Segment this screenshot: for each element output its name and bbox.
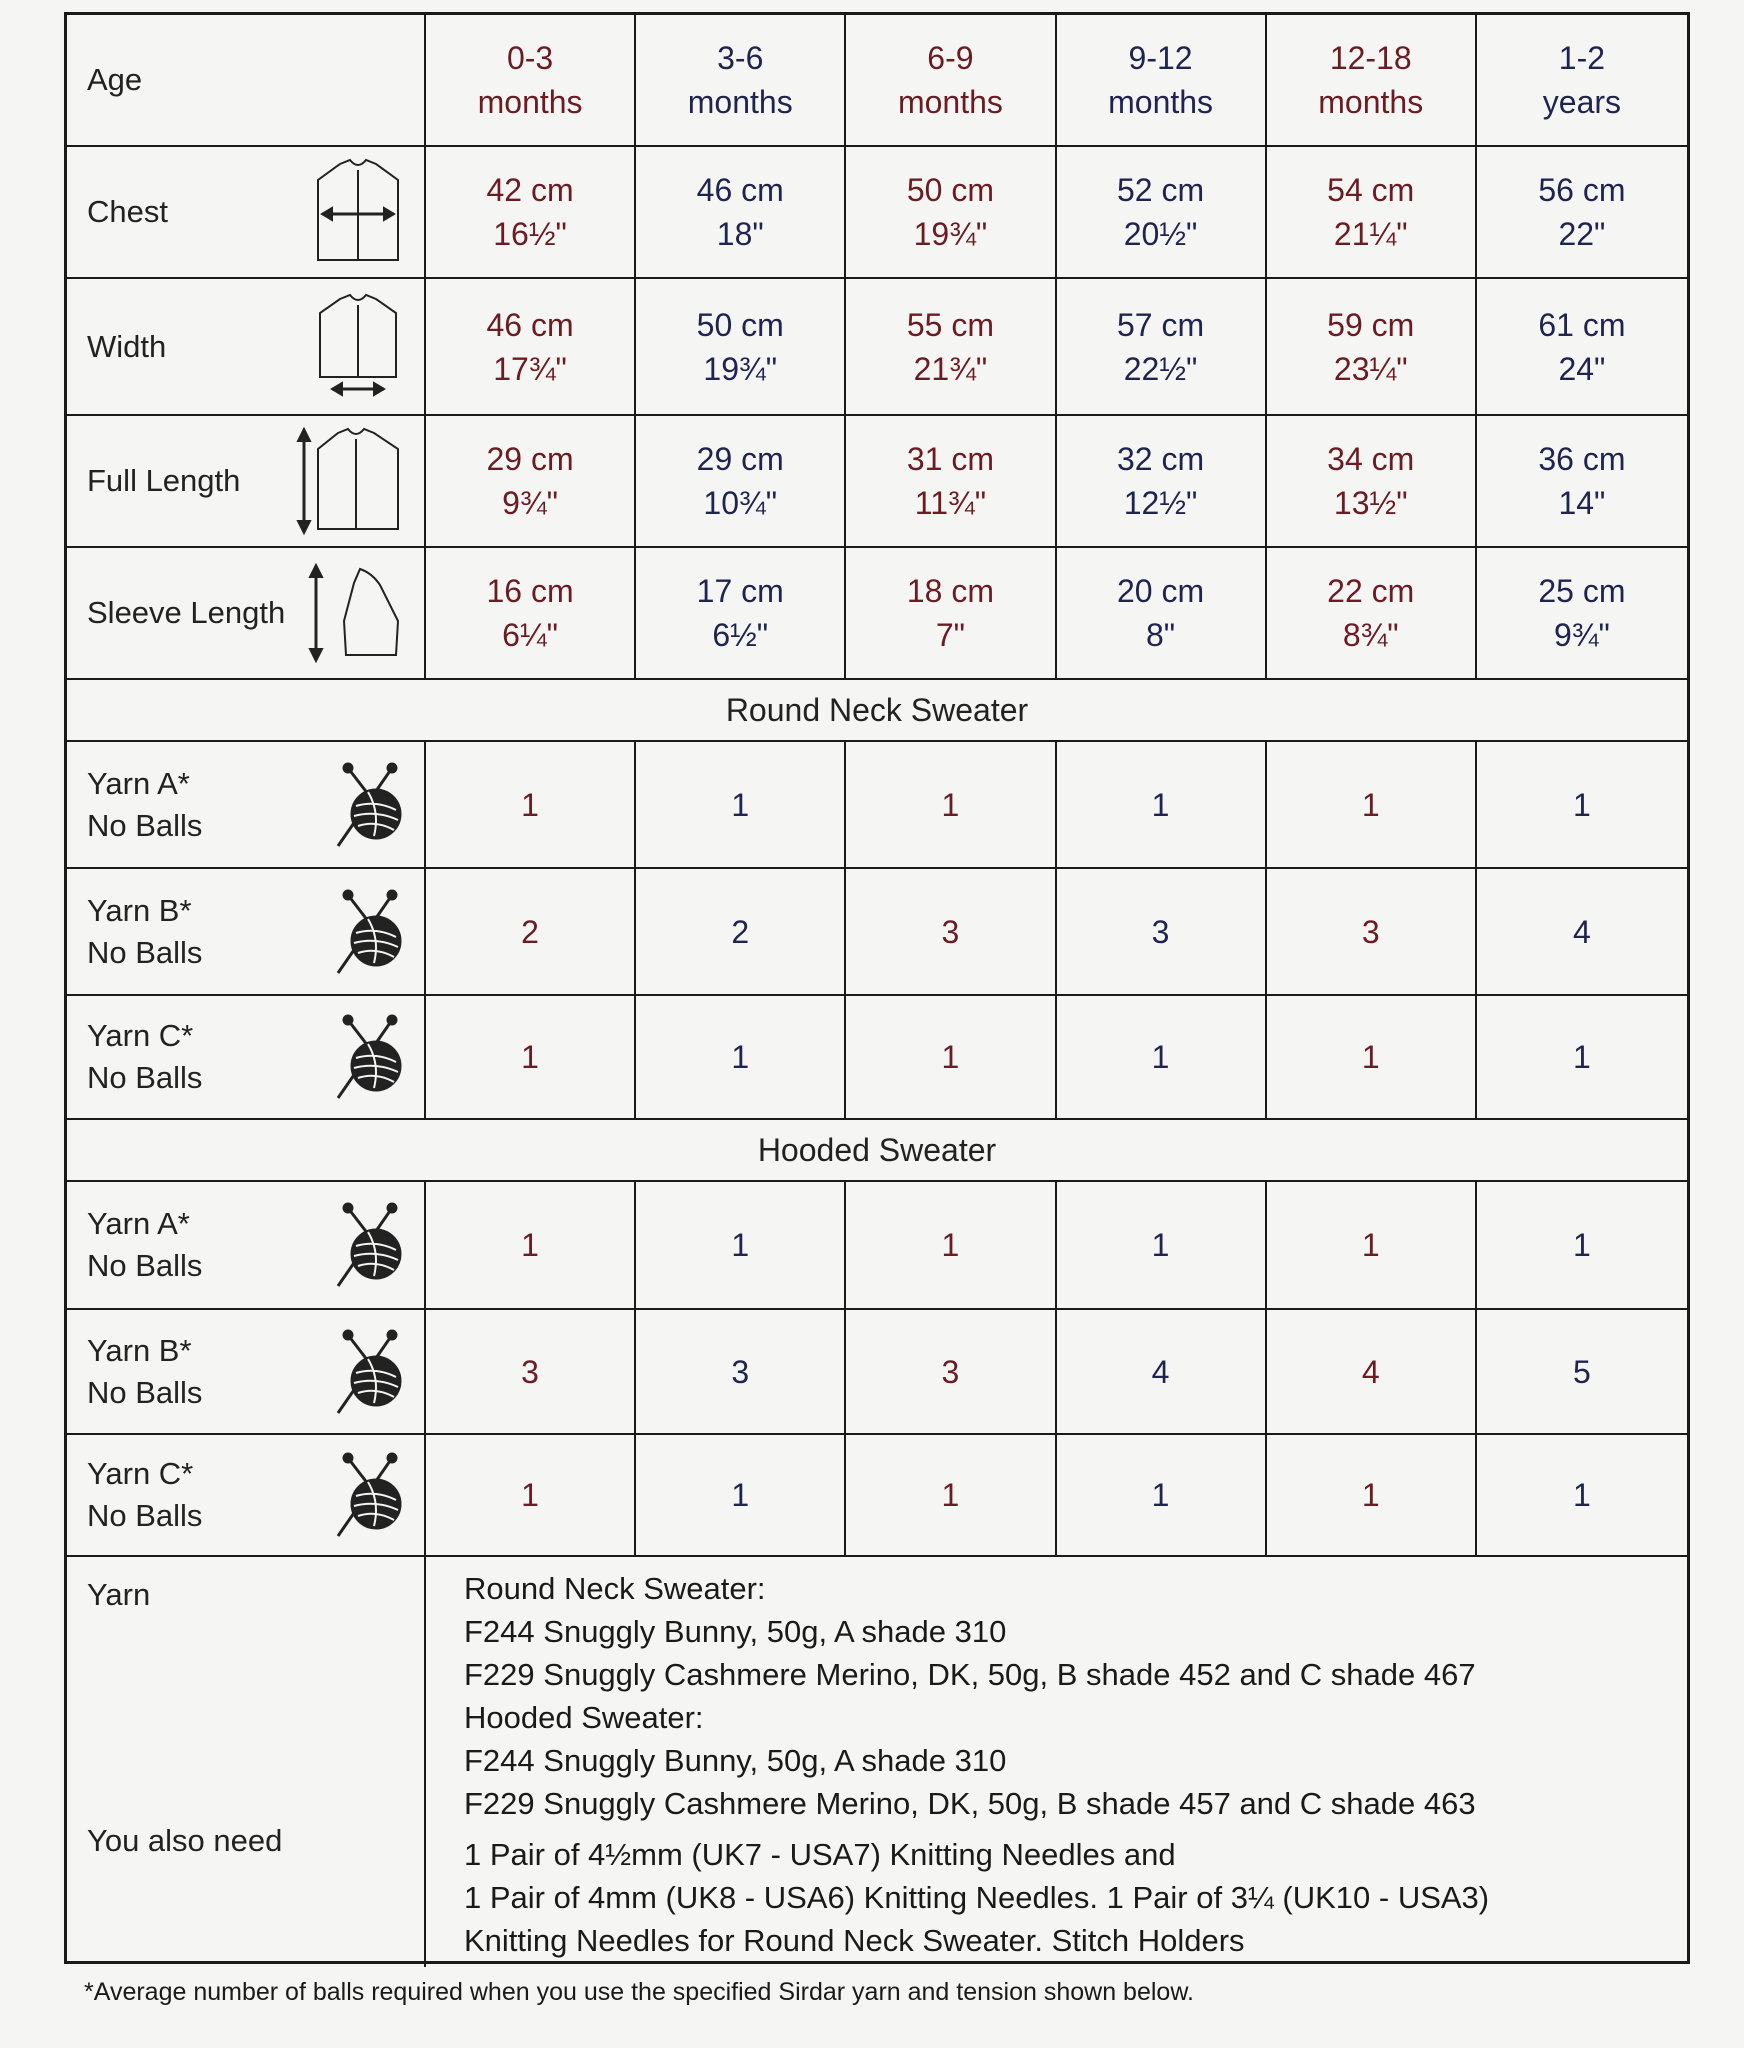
yarn-ball-icon <box>334 1200 406 1290</box>
yarn-label-cell <box>67 742 426 869</box>
measurement-value: 25 cm 9¾" <box>1477 548 1687 680</box>
yarn-row-round-b <box>67 869 1687 996</box>
yarn-count: 1 <box>1477 1182 1687 1310</box>
yarn-count: 1 <box>1477 742 1687 869</box>
size-header-3: 9-12 months <box>1057 15 1267 147</box>
yarn-count: 1 <box>636 1182 846 1310</box>
measurement-value: 32 cm 12½" <box>1057 416 1267 548</box>
yarn-line: Round Neck Sweater: <box>464 1571 766 1606</box>
yarn-label: Yarn C* No Balls <box>87 1456 203 1533</box>
yarn-line: F244 Snuggly Bunny, 50g, A shade 310 <box>464 1743 1007 1778</box>
size-header-2: 6-9 months <box>846 15 1056 147</box>
size-header-5: 1-2 years <box>1477 15 1687 147</box>
measurement-row-width <box>67 279 1687 416</box>
yarn-count: 4 <box>1267 1310 1477 1435</box>
measurement-label-cell <box>67 147 426 279</box>
yarn-label: Yarn A* No Balls <box>87 1206 203 1283</box>
measurement-label-cell <box>67 416 426 548</box>
measurement-label-cell <box>67 548 426 680</box>
measurement-value: 46 cm 17¾" <box>426 279 636 416</box>
materials-labels <box>67 1557 426 1967</box>
yarn-count: 1 <box>1057 742 1267 869</box>
measurement-value: 52 cm 20½" <box>1057 147 1267 279</box>
yarn-label-cell <box>67 1435 426 1557</box>
yarn-count: 3 <box>636 1310 846 1435</box>
yarn-count: 2 <box>426 869 636 996</box>
also-need-line: Knitting Needles for Round Neck Sweater. Stitch Holders <box>464 1923 1245 1958</box>
measurement-value: 31 cm 11¾" <box>846 416 1056 548</box>
measurement-value: 55 cm 21¾" <box>846 279 1056 416</box>
yarn-count: 5 <box>1477 1310 1687 1435</box>
materials-section <box>67 1557 1687 1967</box>
measurement-value: 34 cm 13½" <box>1267 416 1477 548</box>
measurement-value: 17 cm 6½" <box>636 548 846 680</box>
hooded-section-title: Hooded Sweater <box>67 1120 1687 1182</box>
yarn-line: F229 Snuggly Cashmere Merino, DK, 50g, B shade 452 and C shade 467 <box>464 1657 1476 1692</box>
measurement-value: 20 cm 8" <box>1057 548 1267 680</box>
measurement-value: 57 cm 22½" <box>1057 279 1267 416</box>
measurement-value: 16 cm 6¼" <box>426 548 636 680</box>
measurement-row-full-length <box>67 416 1687 548</box>
yarn-line: Hooded Sweater: <box>464 1700 704 1735</box>
yarn-section-label: Yarn <box>87 1577 151 1612</box>
measurement-value: 50 cm 19¾" <box>636 279 846 416</box>
yarn-count: 1 <box>846 996 1056 1120</box>
yarn-label-cell <box>67 1310 426 1435</box>
yarn-label-cell <box>67 996 426 1120</box>
measurement-value: 18 cm 7" <box>846 548 1056 680</box>
yarn-count: 1 <box>1267 996 1477 1120</box>
measurement-label: Full Length <box>87 463 241 498</box>
age-label: Age <box>87 62 143 97</box>
chest-diagram-icon <box>310 156 406 268</box>
yarn-label: Yarn C* No Balls <box>87 1018 203 1095</box>
header-row <box>67 15 1687 147</box>
yarn-label: Yarn B* No Balls <box>87 1332 203 1410</box>
yarn-count: 1 <box>636 1435 846 1557</box>
yarn-count: 3 <box>846 1310 1056 1435</box>
yarn-count: 2 <box>636 869 846 996</box>
yarn-row-hooded-c <box>67 1435 1687 1557</box>
yarn-count: 1 <box>846 742 1056 869</box>
measurement-label: Sleeve Length <box>87 595 286 630</box>
yarn-count: 3 <box>426 1310 636 1435</box>
yarn-count: 4 <box>1057 1310 1267 1435</box>
yarn-ball-icon <box>334 887 406 977</box>
materials-text <box>426 1557 1687 1967</box>
yarn-count: 1 <box>1267 1182 1477 1310</box>
measurement-value: 46 cm 18" <box>636 147 846 279</box>
width-diagram-icon <box>310 291 406 403</box>
measurement-value: 56 cm 22" <box>1477 147 1687 279</box>
measurement-value: 59 cm 23¼" <box>1267 279 1477 416</box>
yarn-count: 3 <box>1057 869 1267 996</box>
footnote: *Average number of balls required when you use the specified Sirdar yarn and tension shown below. <box>84 1978 1194 2006</box>
size-header-0: 0-3 months <box>426 15 636 147</box>
measurement-value: 42 cm 16½" <box>426 147 636 279</box>
yarn-ball-icon <box>334 760 406 850</box>
yarn-count: 1 <box>1057 996 1267 1120</box>
size-header-4: 12-18 months <box>1267 15 1477 147</box>
yarn-count: 1 <box>426 1435 636 1557</box>
yarn-count: 1 <box>1057 1435 1267 1557</box>
measurement-value: 22 cm 8¾" <box>1267 548 1477 680</box>
yarn-count: 1 <box>1057 1182 1267 1310</box>
yarn-line: F229 Snuggly Cashmere Merino, DK, 50g, B shade 457 and C shade 463 <box>464 1786 1476 1821</box>
round-neck-section-title: Round Neck Sweater <box>67 680 1687 742</box>
yarn-count: 1 <box>1477 1435 1687 1557</box>
length-diagram-icon <box>294 425 406 537</box>
measurement-row-sleeve-length <box>67 548 1687 680</box>
yarn-count: 1 <box>426 1182 636 1310</box>
yarn-label-cell <box>67 869 426 996</box>
size-chart-table <box>64 12 1690 1964</box>
also-need-line: 1 Pair of 4mm (UK8 - USA6) Knitting Needles. 1 Pair of 3¼ (UK10 - USA3) <box>464 1880 1490 1915</box>
measurement-value: 61 cm 24" <box>1477 279 1687 416</box>
yarn-label-cell <box>67 1182 426 1310</box>
yarn-row-hooded-b <box>67 1310 1687 1435</box>
also-need-line: 1 Pair of 4½mm (UK7 - USA7) Knitting Needles and <box>464 1837 1176 1872</box>
measurement-value: 54 cm 21¼" <box>1267 147 1477 279</box>
yarn-count: 1 <box>426 742 636 869</box>
measurement-value: 29 cm 9¾" <box>426 416 636 548</box>
yarn-count: 1 <box>846 1435 1056 1557</box>
yarn-row-round-c <box>67 996 1687 1120</box>
yarn-count: 1 <box>426 996 636 1120</box>
measurement-value: 36 cm 14" <box>1477 416 1687 548</box>
yarn-row-round-a <box>67 742 1687 869</box>
measurement-row-chest <box>67 147 1687 279</box>
yarn-label: Yarn A* No Balls <box>87 765 203 843</box>
yarn-count: 3 <box>846 869 1056 996</box>
measurement-label-cell <box>67 279 426 416</box>
yarn-row-hooded-a <box>67 1182 1687 1310</box>
measurement-value: 50 cm 19¾" <box>846 147 1056 279</box>
yarn-count: 4 <box>1477 869 1687 996</box>
yarn-ball-icon <box>334 1450 406 1540</box>
measurement-label: Chest <box>87 194 168 229</box>
size-header-1: 3-6 months <box>636 15 846 147</box>
yarn-count: 1 <box>1477 996 1687 1120</box>
yarn-count: 1 <box>846 1182 1056 1310</box>
age-header-cell <box>67 15 426 147</box>
sleeve-diagram-icon <box>306 563 406 663</box>
measurement-label: Width <box>87 328 167 364</box>
yarn-ball-icon <box>334 1327 406 1417</box>
also-need-label: You also need <box>87 1823 283 1858</box>
yarn-count: 1 <box>636 742 846 869</box>
yarn-ball-icon <box>334 1012 406 1102</box>
yarn-count: 1 <box>636 996 846 1120</box>
yarn-count: 1 <box>1267 1435 1477 1557</box>
yarn-count: 3 <box>1267 869 1477 996</box>
yarn-label: Yarn B* No Balls <box>87 892 203 970</box>
measurement-value: 29 cm 10¾" <box>636 416 846 548</box>
yarn-line: F244 Snuggly Bunny, 50g, A shade 310 <box>464 1614 1007 1649</box>
yarn-count: 1 <box>1267 742 1477 869</box>
